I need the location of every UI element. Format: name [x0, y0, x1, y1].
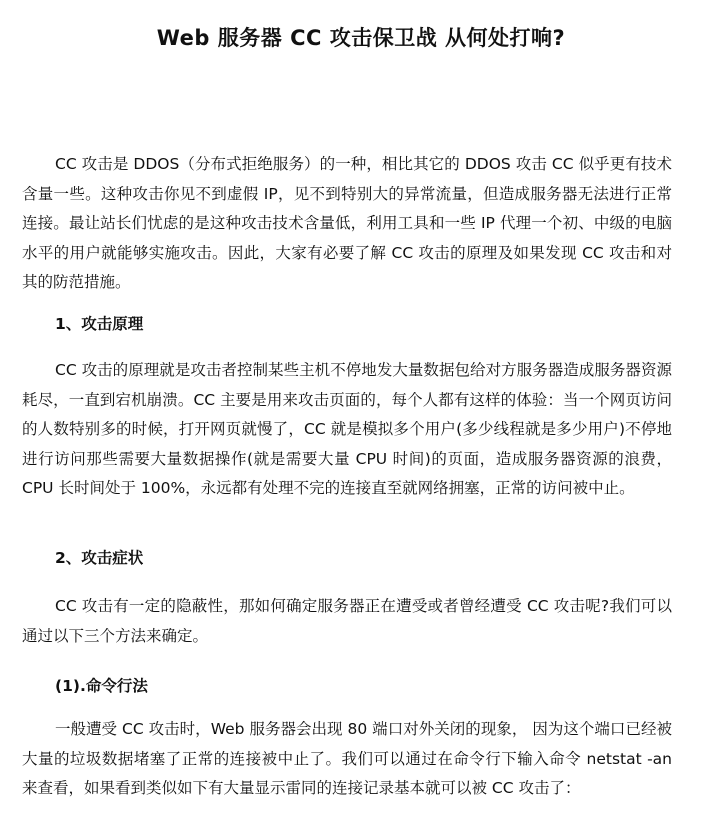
- section-body-attack-principle: CC 攻击的原理就是攻击者控制某些主机不停地发大量数据包给对方服务器造成服务器资源耗尽，一直到宕机崩溃。CC 主要是用来攻击页面的，每个人都有这样的体验：当一个网页访问的人数特别多的时候，打开网页就慢了，CC 就是模拟多个用户(多少线程就是多少用户)不停地进行访问那些需要大量数据操作(就是需要大量 CPU 时间)的页面，造成服务器资源的浪费，CPU 长时间处于 100%，永远都有处理不完的连接直至就网络拥塞，正常的访问被中止。: [22, 361, 672, 497]
- section-heading-attack-principle: 1、攻击原理: [55, 315, 144, 333]
- subsection-heading-command-line: (1).命令行法: [55, 677, 148, 695]
- section-body-attack-symptoms: CC 攻击有一定的隐蔽性，那如何确定服务器正在遭受或者曾经遭受 CC 攻击呢?我们可以通过以下三个方法来确定。: [22, 597, 672, 645]
- page-title: Web 服务器 CC 攻击保卫战 从何处打响?: [156, 26, 566, 50]
- subsection-body-command-line: 一般遭受 CC 攻击时，Web 服务器会出现 80 端口对外关闭的现象， 因为这个端口已经被大量的垃圾数据堵塞了正常的连接被中止了。我们可以通过在命令行下输入命令 netstat -an 来查看，如果看到类似如下有大量显示雷同的连接记录基本就可以被 CC 攻击了：: [22, 720, 672, 797]
- intro-paragraph: CC 攻击是 DDOS（分布式拒绝服务）的一种，相比其它的 DDOS 攻击 CC 似乎更有技术含量一些。这种攻击你见不到虚假 IP，见不到特别大的异常流量，但造成服务器无法进行正常连接。最让站长们忧虑的是这种攻击技术含量低，利用工具和一些 IP 代理一个初、中级的电脑水平的用户就能够实施攻击。因此，大家有必要了解 CC 攻击的原理及如果发现 CC 攻击和对其的防范措施。: [22, 155, 672, 291]
- section-heading-attack-symptoms: 2、攻击症状: [55, 549, 144, 567]
